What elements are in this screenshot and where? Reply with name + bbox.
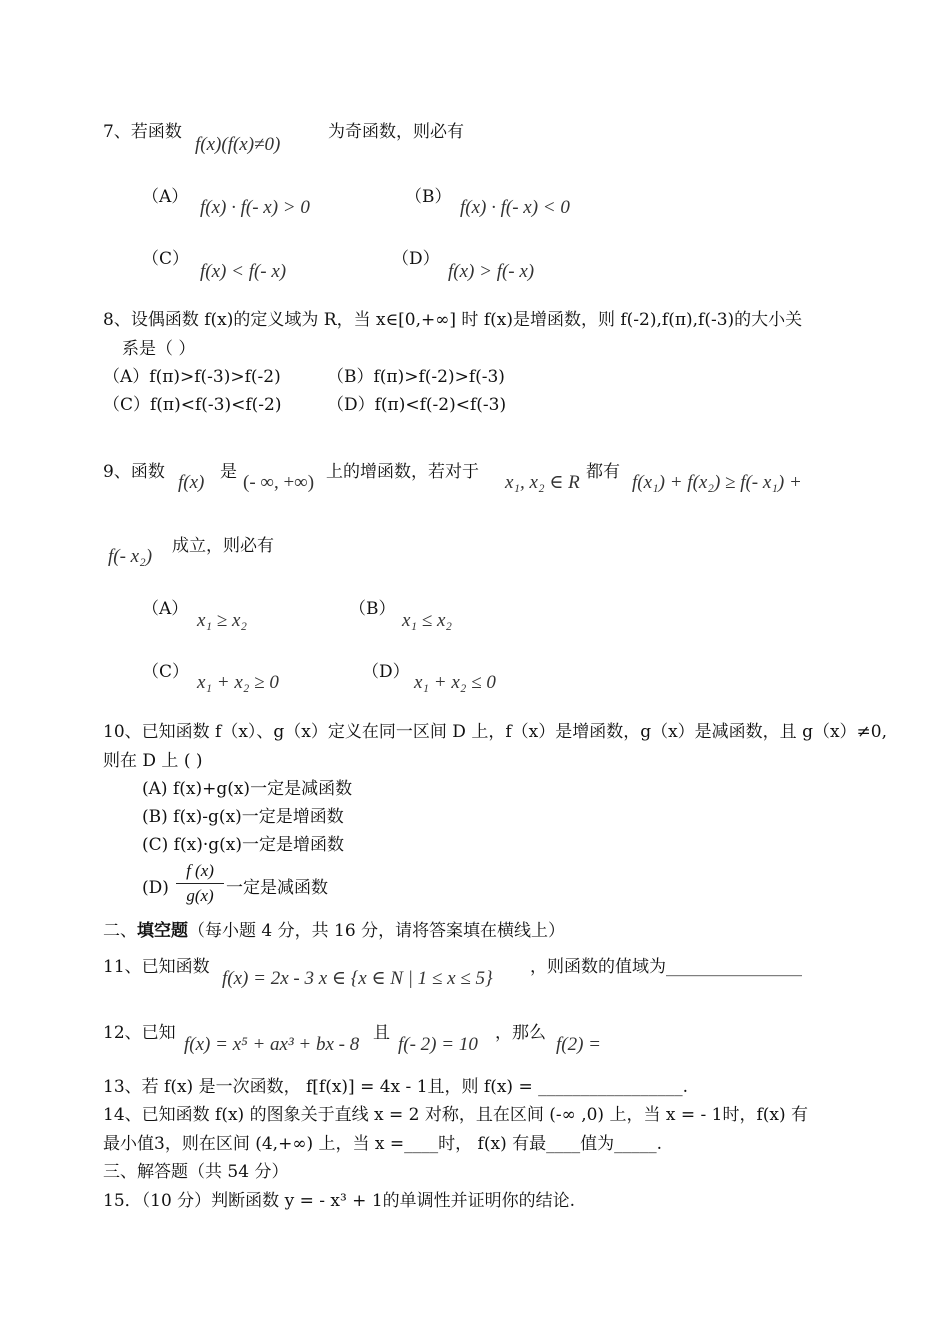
q8-option-d: （D）f(π)<f(-2)<f(-3) — [327, 395, 507, 415]
q7-stem-tail: 为奇函数，则必有 — [328, 122, 464, 142]
q9-text-shi: 是 — [220, 462, 237, 482]
q13-text: 13、若 f(x) 是一次函数， f[f(x)] = 4x - 1且，则 f(x) = _________________. — [103, 1077, 689, 1097]
q12-math2: f(- 2) = 10 — [398, 1034, 478, 1055]
q10-line1: 10、已知函数 f（x）、g（x）定义在同一区间 D 上，f（x）是增函数，g（x）是减函数，且 g（x）≠0, — [103, 722, 888, 742]
q9-math-inequality: f(x₁) + f(x₂) ≥ f(- x₁) + — [632, 472, 802, 493]
q9-text-holds: 成立，则必有 — [172, 536, 274, 556]
q12-text-then: ，那么 — [495, 1023, 546, 1043]
q14-line2: 最小值3，则在区间 (4,+∞) 上，当 x =____时， f(x) 有最____值为_____. — [103, 1134, 663, 1154]
q7-option-a-math: f(x) · f(- x) > 0 — [200, 197, 310, 218]
q10-option-a: (A) f(x)+g(x)一定是减函数 — [142, 779, 353, 799]
fraction-bar — [176, 883, 224, 884]
q7-option-d-label: （D） — [392, 249, 440, 269]
q9-math-interval: (- ∞, +∞) — [243, 472, 315, 493]
section3-heading: 三、解答题（共 54 分） — [103, 1162, 289, 1182]
q9-math-domain: x₁, x₂ ∈ R — [505, 472, 580, 493]
q10-option-d-fraction — [176, 861, 224, 906]
q14-line1: 14、已知函数 f(x) 的图象关于直线 x = 2 对称，且在区间 (-∞ ,0) 上，当 x = - 1时，f(x) 有 — [103, 1105, 809, 1125]
q10-option-b: (B) f(x)-g(x)一定是增函数 — [142, 807, 344, 827]
q10-line2: 则在 D 上 ( ) — [103, 751, 203, 771]
q12-math1: f(x) = x⁵ + ax³ + bx - 8 — [184, 1034, 360, 1055]
q9-math-fx: f(x) — [178, 472, 205, 493]
q10-option-d-tail: 一定是减函数 — [226, 878, 328, 898]
section2-heading — [103, 920, 565, 942]
q12-math3: f(2) = — [556, 1034, 602, 1055]
q8-line2: 系是（ ） — [122, 339, 196, 359]
q11-math: f(x) = 2x - 3 x ∈ {x ∈ N | 1 ≤ x ≤ 5} — [222, 968, 493, 989]
q8-option-b: （B）f(π)>f(-2)>f(-3) — [327, 367, 505, 387]
q9-option-a-math: x₁ ≥ x₂ — [197, 610, 248, 631]
q8-line1: 8、设偶函数 f(x)的定义域为 R，当 x∈[0,+∞] 时 f(x)是增函数，则 f(-2),f(π),f(-3)的大小关 — [103, 310, 803, 330]
q7-option-d-math: f(x) > f(- x) — [448, 261, 535, 282]
q9-option-d-label: （D） — [362, 662, 410, 682]
section2-prefix: 二、 — [103, 921, 137, 941]
q7-option-b-label: （B） — [405, 187, 452, 207]
q9-text-increasing: 上的增函数，若对于 — [326, 462, 479, 482]
q9-option-d-math: x₁ + x₂ ≤ 0 — [414, 672, 496, 693]
q9-text-douyou: 都有 — [586, 462, 620, 482]
q11-tail: ，则函数的值域为________________ — [530, 957, 802, 977]
section2-tail: （每小题 4 分，共 16 分，请将答案填在横线上） — [188, 921, 566, 941]
q7-stem: 7、若函数 — [103, 122, 182, 142]
q10-option-d-label: (D) — [142, 878, 169, 898]
q9-option-c-math: x₁ + x₂ ≥ 0 — [197, 672, 279, 693]
q10-option-c: (C) f(x)·g(x)一定是增函数 — [142, 835, 344, 855]
q9-stem: 9、函数 — [103, 462, 165, 482]
q12-stem: 12、已知 — [103, 1023, 176, 1043]
q7-option-a-label: （A） — [142, 187, 189, 207]
q7-option-c-label: （C） — [142, 249, 190, 269]
q8-option-c: （C）f(π)<f(-3)<f(-2) — [103, 395, 282, 415]
q9-option-c-label: （C） — [142, 662, 190, 682]
q11-stem: 11、已知函数 — [103, 957, 210, 977]
q12-text-and: 且 — [373, 1023, 390, 1043]
q9-math-fx2: f(- x₂) — [108, 546, 153, 567]
q15-text: 15．（10 分）判断函数 y = - x³ + 1的单调性并证明你的结论. — [103, 1191, 576, 1211]
q7-stem-math: f(x)(f(x)≠0) — [195, 134, 281, 155]
q9-option-a-label: （A） — [142, 599, 189, 619]
q10-option-d-denominator: g(x) — [186, 886, 214, 905]
q9-option-b-label: （B） — [349, 599, 396, 619]
q8-option-a: （A）f(π)>f(-3)>f(-2) — [103, 367, 281, 387]
q7-option-c-math: f(x) < f(- x) — [200, 261, 287, 282]
q9-option-b-math: x₁ ≤ x₂ — [402, 610, 453, 631]
section2-bold-title: 填空题 — [137, 921, 188, 941]
q10-option-d-numerator: f (x) — [186, 861, 214, 880]
q7-option-b-math: f(x) · f(- x) < 0 — [460, 197, 570, 218]
